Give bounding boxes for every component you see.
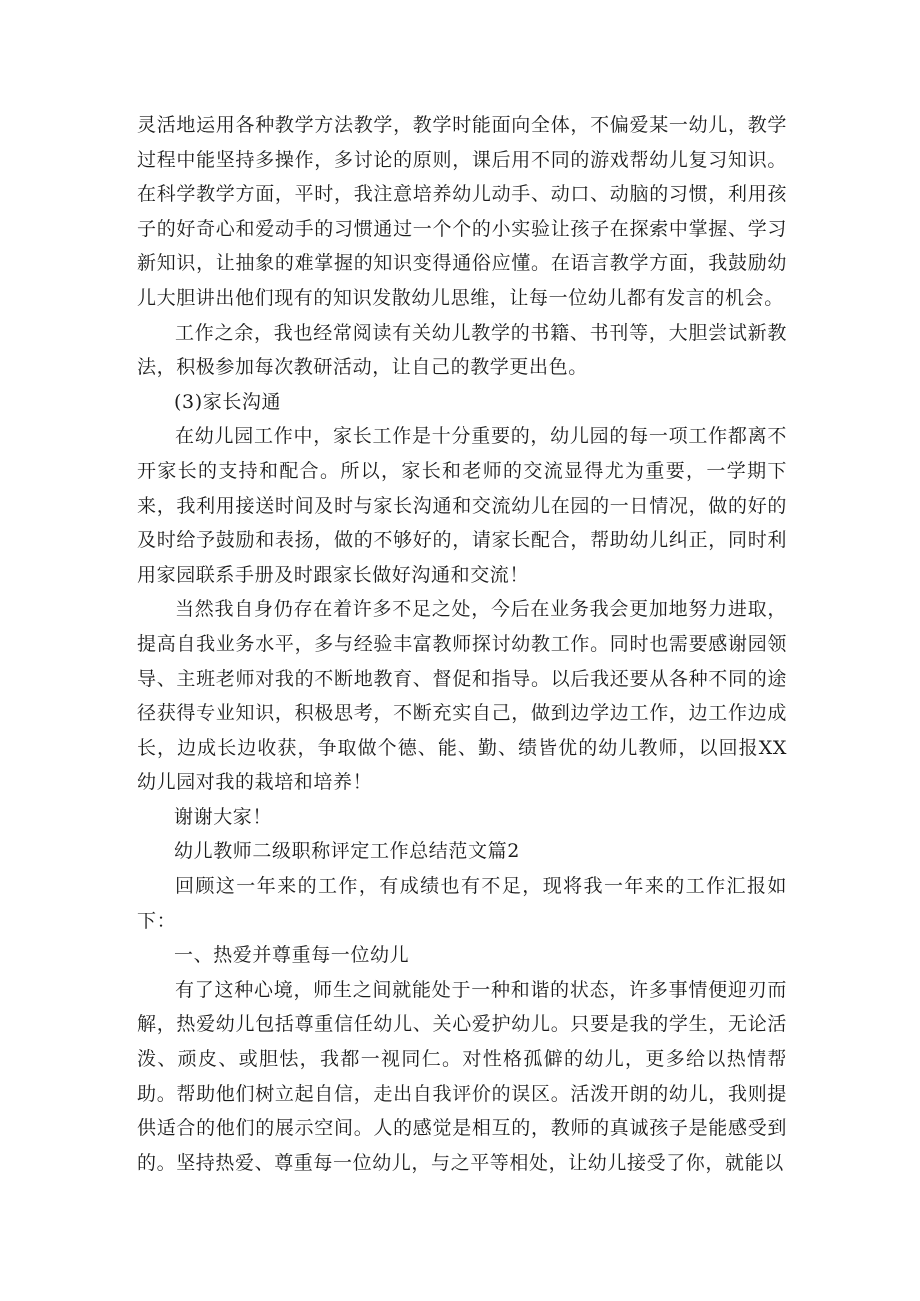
paragraph-review: 回顾这一年来的工作，有成绩也有不足，现将我一年来的工作汇报如下： [137, 875, 787, 932]
paragraph-parent-work: 在幼儿园工作中，家长工作是十分重要的，幼儿园的每一项工作都离不开家长的支持和配合。所以，家长和老师的交流显得尤为重要，一学期下来，我利用接送时间及时与家长沟通和交流幼儿在园的一日情况，做的好的及时给予鼓励和表扬，做的不够好的，请家长配合，帮助幼儿纠正，同时利用家园联系手册及时跟家长做好沟通和交流！ [137, 425, 787, 586]
article-title: 幼儿教师二级职称评定工作总结范文篇2 [174, 840, 520, 863]
paragraph-love-children: 有了这种心境，师生之间就能处于一种和谐的状态，许多事情便迎刃而解，热爱幼儿包括尊重信任幼儿、关心爱护幼儿。只要是我的学生，无论活泼、顽皮、或胆怯，我都一视同仁。对性格孤僻的幼儿，更多给以热情帮助。帮助他们树立起自信，走出自我评价的误区。活泼开朗的幼儿，我则提供适合的他们的展示空间。人的感觉是相互的，教师的真诚孩子是能感受到的。坚持热爱、尊重每一位幼儿，与之平等相处，让幼儿接受了你，就能以 [137, 978, 787, 1174]
document-page [137, 108, 787, 1180]
thanks-line: 谢谢大家！ [174, 805, 273, 828]
paragraph-after-work: 工作之余，我也经常阅读有关幼儿教学的书籍、书刊等，大胆尝试新教法，积极参加每次教研活动，让自己的教学更出色。 [137, 321, 787, 379]
paragraph-shortcomings: 当然我自身仍存在着许多不足之处，今后在业务我会更加地努力进取，提高自我业务水平，多与经验丰富教师探讨幼教工作。同时也需要感谢园领导、主班老师对我的不断地教育、督促和指导。以后我还要从各种不同的途径获得专业知识，积极思考，不断充实自己，做到边学边工作，边工作边成长，边成长边收获，争取做个德、能、勤、绩皆优的幼儿教师，以回报XX幼儿园对我的栽培和培养！ [137, 598, 787, 794]
paragraph-teaching-methods: 灵活地运用各种教学方法教学，教学时能面向全体，不偏爱某一幼儿，教学过程中能坚持多操作，多讨论的原则，课后用不同的游戏帮幼儿复习知识。在科学教学方面，平时，我注意培养幼儿动手、动口、动脑的习惯，利用孩子的好奇心和爱动手的习惯通过一个个的小实验让孩子在探索中掌握、学习新知识，让抽象的难掌握的知识变得通俗应懂。在语言教学方面，我鼓励幼儿大胆讲出他们现有的知识发散幼儿思维，让每一位幼儿都有发言的机会。 [137, 114, 787, 309]
section-heading-parent-communication: (3)家长沟通 [174, 390, 282, 413]
section-heading-love-respect: 一、热爱并尊重每一位幼儿 [174, 944, 410, 967]
